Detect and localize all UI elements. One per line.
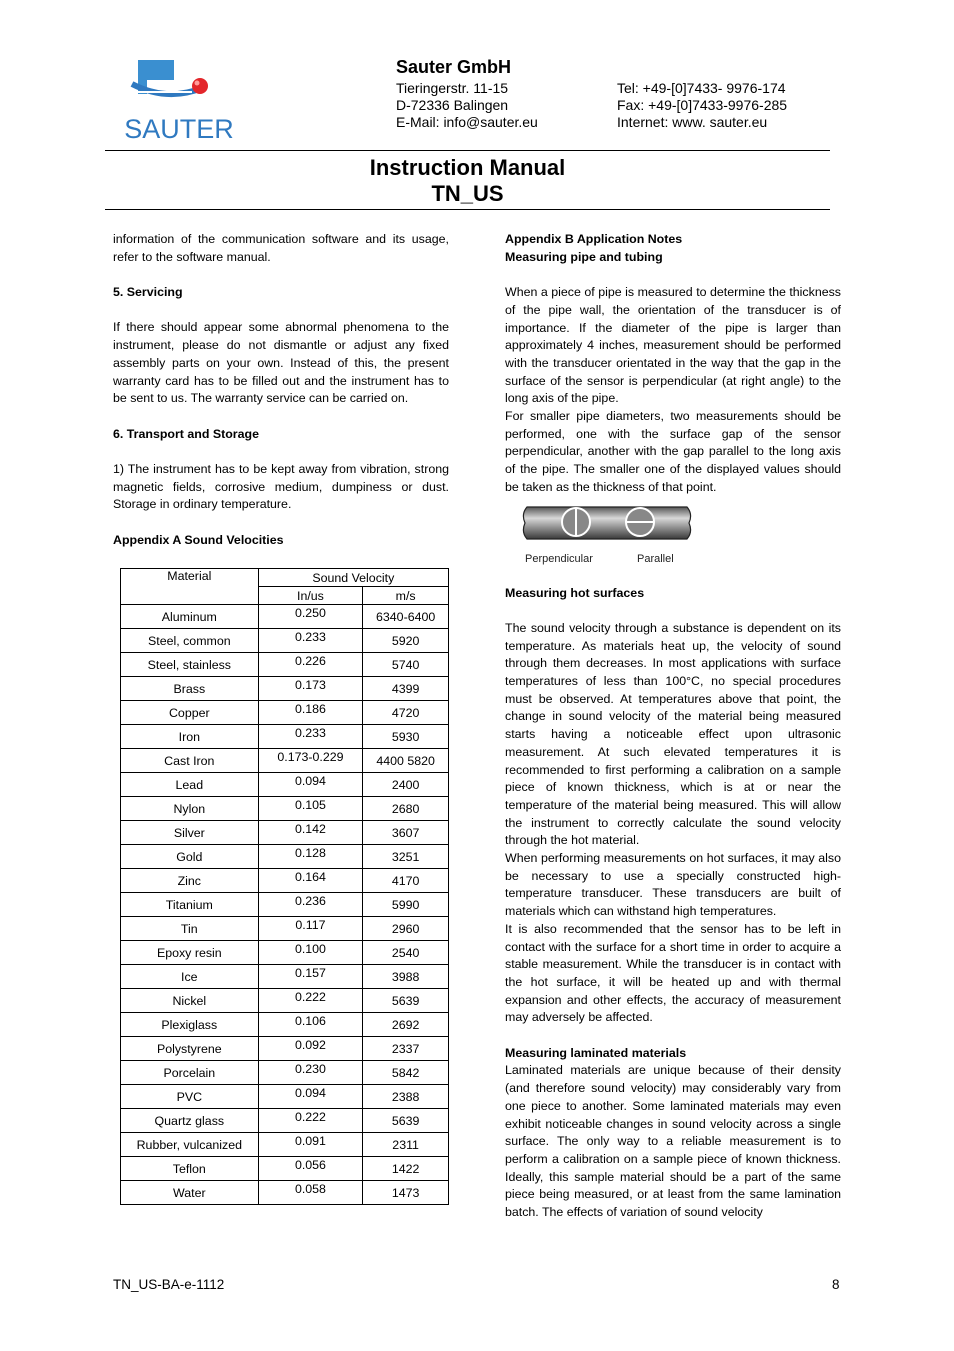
table-row <box>121 629 449 653</box>
table-row <box>121 653 449 677</box>
ms-cell: 5990 <box>363 893 449 917</box>
ms-cell: 1473 <box>363 1181 449 1205</box>
inus-cell: 0.058 <box>258 1181 363 1205</box>
velocity-header: Sound Velocity <box>258 569 448 587</box>
inus-cell: 0.173-0.229 <box>258 749 363 773</box>
inus-cell: 0.142 <box>258 821 363 845</box>
table-row <box>121 725 449 749</box>
parallel-label: Parallel <box>637 553 674 565</box>
table-row <box>121 1037 449 1061</box>
inus-cell: 0.236 <box>258 893 363 917</box>
inus-cell: 0.233 <box>258 629 363 653</box>
material-cell: Epoxy resin <box>121 941 259 965</box>
material-cell: Ice <box>121 965 259 989</box>
table-header-row <box>121 569 449 587</box>
ms-cell: 2337 <box>363 1037 449 1061</box>
inus-cell: 0.250 <box>258 605 363 629</box>
header-divider <box>105 150 830 151</box>
material-cell: Plexiglass <box>121 1013 259 1037</box>
pipe-heading: Measuring pipe and tubing <box>505 249 663 264</box>
material-cell: Rubber, vulcanized <box>121 1133 259 1157</box>
inus-cell: 0.056 <box>258 1157 363 1181</box>
right-column <box>505 231 841 1222</box>
manual-title: Instruction Manual <box>369 155 566 180</box>
material-header: Material <box>121 569 259 605</box>
ms-cell: 5842 <box>363 1061 449 1085</box>
inus-cell: 0.230 <box>258 1061 363 1085</box>
table-row <box>121 749 449 773</box>
table-row <box>121 965 449 989</box>
hot-paragraph: When performing measurements on hot surfaces, it may also be necessary to use a specially constructed high-temperature transducer. These transducers are built of materials which can withstand high temperatures. <box>505 851 841 919</box>
table-row <box>121 845 449 869</box>
perpendicular-label: Perpendicular <box>525 553 593 565</box>
appendix-b-heading: Appendix B Application Notes <box>505 232 683 246</box>
ms-cell: 4400 5820 <box>363 749 449 773</box>
table-row <box>121 773 449 797</box>
ms-cell: 3251 <box>363 845 449 869</box>
inus-cell: 0.222 <box>258 989 363 1013</box>
ms-cell: 2400 <box>363 773 449 797</box>
table-row <box>121 821 449 845</box>
inus-cell: 0.091 <box>258 1133 363 1157</box>
ms-cell: 4170 <box>363 869 449 893</box>
ms-cell: 5930 <box>363 725 449 749</box>
table-row <box>121 797 449 821</box>
laminated-paragraph: Laminated materials are unique because of their density (and therefore sound velocity) may considerably vary from one piece to another. Some laminated materials may even exhibit noticeable changes in sound velocity across a single surface. The only way to a reliable measurement is to perform a calibration on a sample piece of known thickness. Ideally, this sample material should be a part of the same piece being measured, or at least from the same lamination batch. The effects of variation of sound velocity <box>505 1063 841 1220</box>
inus-cell: 0.233 <box>258 725 363 749</box>
table-row <box>121 1061 449 1085</box>
material-cell: Polystyrene <box>121 1037 259 1061</box>
ms-cell: 2540 <box>363 941 449 965</box>
ms-cell: 1422 <box>363 1157 449 1181</box>
sound-velocity-table <box>120 568 449 1205</box>
material-cell: Steel, stainless <box>121 653 259 677</box>
material-cell: Silver <box>121 821 259 845</box>
inus-cell: 0.100 <box>258 941 363 965</box>
ms-cell: 6340-6400 <box>363 605 449 629</box>
hot-surfaces-heading: Measuring hot surfaces <box>505 585 645 600</box>
material-cell: Iron <box>121 725 259 749</box>
page-number: 8 <box>832 1277 840 1292</box>
inus-cell: 0.164 <box>258 869 363 893</box>
servicing-paragraph: If there should appear some abnormal phenomena to the instrument, please do not dismantle or adjust any fixed assembly parts on your own. Instead of this, the present warranty card has to be filled out and the instrument has to be sent to us. The warranty service can be carried on. <box>113 320 449 406</box>
table-row <box>121 1109 449 1133</box>
inus-cell: 0.128 <box>258 845 363 869</box>
transport-paragraph: 1) The instrument has to be kept away from vibration, strong magnetic fields, corrosive medium, dumpiness or dust. Storage in ordinary temperature. <box>113 462 449 512</box>
table-row <box>121 605 449 629</box>
ms-header: m/s <box>363 587 449 605</box>
ms-cell: 4399 <box>363 677 449 701</box>
appendix-a-heading: Appendix A Sound Velocities <box>113 532 284 547</box>
sauter-logo-icon <box>112 58 246 142</box>
material-cell: Zinc <box>121 869 259 893</box>
fax-line: Fax: +49-[0]7433-9976-285 <box>617 97 788 113</box>
ms-cell: 5639 <box>363 989 449 1013</box>
table-row <box>121 701 449 725</box>
inus-cell: 0.094 <box>258 773 363 797</box>
table-row <box>121 1085 449 1109</box>
transport-heading: 6. Transport and Storage <box>113 426 259 441</box>
material-cell: Nickel <box>121 989 259 1013</box>
material-cell: PVC <box>121 1085 259 1109</box>
sauter-logo <box>112 58 246 142</box>
inus-cell: 0.173 <box>258 677 363 701</box>
table-row <box>121 1181 449 1205</box>
material-cell: Aluminum <box>121 605 259 629</box>
pipe-paragraph: For smaller pipe diameters, two measurements should be performed, one with the surface gap of the sensor perpendicular, another with the gap parallel to the long axis of the pipe. The smaller one of the displayed values should be taken as the thickness of that point. <box>505 409 841 494</box>
material-cell: Cast Iron <box>121 749 259 773</box>
inus-cell: 0.092 <box>258 1037 363 1061</box>
ms-cell: 2388 <box>363 1085 449 1109</box>
table-row <box>121 1157 449 1181</box>
title-divider <box>105 209 830 210</box>
company-name: Sauter GmbH <box>396 57 512 77</box>
material-cell: Lead <box>121 773 259 797</box>
inus-cell: 0.226 <box>258 653 363 677</box>
ms-cell: 2960 <box>363 917 449 941</box>
address-line: Tieringerstr. 11-15 <box>396 80 509 96</box>
ms-cell: 3988 <box>363 965 449 989</box>
intro-paragraph: information of the communication software and its usage, refer to the software manual. <box>113 232 449 264</box>
logo-wordmark: SAUTER <box>124 114 234 142</box>
pipe-orientation-figure <box>521 504 695 542</box>
pipe-paragraph: When a piece of pipe is measured to determine the thickness of the pipe wall, the orientation of the transducer is of importance. If the diameter of the pipe is larger than approximately 4 inches, measurement should be performed with the transducer orientated in the way that the gap in the surface of the sensor is perpendicular (at right angle) to the long axis of the pipe. <box>505 285 841 406</box>
ms-cell: 5740 <box>363 653 449 677</box>
material-cell: Steel, common <box>121 629 259 653</box>
table-row <box>121 917 449 941</box>
company-address <box>396 80 538 131</box>
ms-cell: 3607 <box>363 821 449 845</box>
table-row <box>121 941 449 965</box>
material-cell: Copper <box>121 701 259 725</box>
table-row <box>121 1013 449 1037</box>
ms-cell: 2692 <box>363 1013 449 1037</box>
ms-cell: 2680 <box>363 797 449 821</box>
document-id: TN_US-BA-e-1112 <box>113 1277 225 1292</box>
material-cell: Teflon <box>121 1157 259 1181</box>
material-cell: Gold <box>121 845 259 869</box>
model-title: TN_US <box>431 181 504 206</box>
material-cell: Nylon <box>121 797 259 821</box>
left-column <box>113 231 449 550</box>
material-cell: Titanium <box>121 893 259 917</box>
ms-cell: 2311 <box>363 1133 449 1157</box>
pipe-icon <box>521 504 695 542</box>
material-cell: Water <box>121 1181 259 1205</box>
company-contact <box>617 80 787 131</box>
table-row <box>121 989 449 1013</box>
inus-cell: 0.094 <box>258 1085 363 1109</box>
table-row <box>121 1133 449 1157</box>
hot-paragraph: The sound velocity through a substance is dependent on its temperature. As materials heat up, the velocity of sound through them decreases. In most applications with surface temperatures of less than 100°C, no special procedures must be observed. At temperatures above that point, the change in sound velocity of the material being measured starts having a noticeable effect upon ultrasonic measurement. At such elevated temperatures it is recommended to first performing a calibration on a sample piece of known thickness, which is at or near the temperature of the material being measured. This will allow the instrument to correctly calculate the sound velocity through the hot material. <box>505 620 841 848</box>
email-line: E-Mail: info@sauter.eu <box>396 114 538 130</box>
servicing-heading: 5. Servicing <box>113 285 183 300</box>
inus-cell: 0.186 <box>258 701 363 725</box>
laminated-heading: Measuring laminated materials <box>505 1045 687 1060</box>
table-row <box>121 869 449 893</box>
material-cell: Tin <box>121 917 259 941</box>
inus-cell: 0.117 <box>258 917 363 941</box>
inus-cell: 0.222 <box>258 1109 363 1133</box>
inus-cell: 0.106 <box>258 1013 363 1037</box>
inus-cell: 0.157 <box>258 965 363 989</box>
table-row <box>121 893 449 917</box>
website-line: Internet: www. sauter.eu <box>617 114 768 130</box>
ms-cell: 5639 <box>363 1109 449 1133</box>
phone-line: Tel: +49-[0]7433- 9976-174 <box>617 80 786 96</box>
material-cell: Quartz glass <box>121 1109 259 1133</box>
table-row <box>121 677 449 701</box>
ms-cell: 4720 <box>363 701 449 725</box>
inus-cell: 0.105 <box>258 797 363 821</box>
material-cell: Brass <box>121 677 259 701</box>
address-line: D-72336 Balingen <box>396 97 509 113</box>
ms-cell: 5920 <box>363 629 449 653</box>
inus-header: In/us <box>258 587 363 605</box>
material-cell: Porcelain <box>121 1061 259 1085</box>
hot-paragraph: It is also recommended that the sensor has to be left in contact with the surface for a short time in order to acquire a stable measurement. While the transducer is in contact with the hot surface, it will be heated up and with thermal expansion and other effects, the accuracy of measurement may adversely be affected. <box>505 921 841 1025</box>
